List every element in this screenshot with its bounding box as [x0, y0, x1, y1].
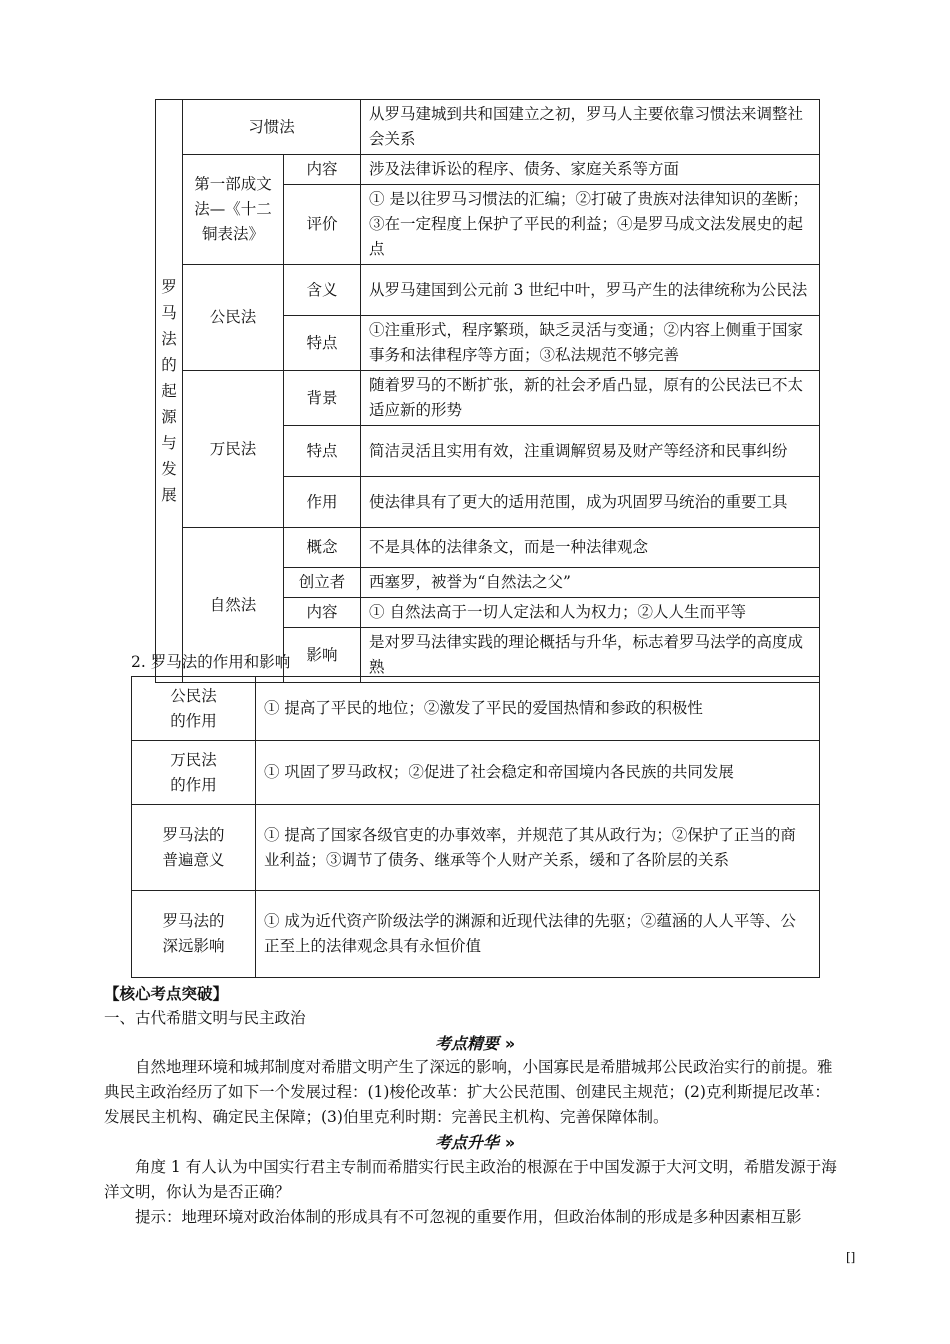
row-text: 使法律具有了更大的适用范围，成为巩固罗马统治的重要工具	[361, 477, 820, 528]
row-label: 含义	[284, 265, 361, 316]
paragraph-1: 自然地理环境和城邦制度对希腊文明产生了深远的影响，小国寡民是希腊城邦公民政治实行的前提。雅典民主政治经历了如下一个发展过程：(1)梭伦改革：扩大公民范围、创建民主规范；(2)克利斯提尼改革：发展民主机构、确定民主保障；(3)伯里克利时期：完善民主机构、完善保障体制。	[104, 1058, 833, 1126]
row-label: 内容	[284, 598, 361, 628]
row-label: 作用	[284, 477, 361, 528]
impact-label: 公民法 的作用	[132, 677, 256, 741]
impact-text: ① 成为近代资产阶级法学的渊源和近现代法律的先驱；②蕴涵的人人平等、公正至上的法律观念具有永恒价值	[256, 891, 820, 978]
row-text: ①注重形式，程序繁琐，缺乏灵活与变通；②内容上侧重于国家事务和法律程序等方面；③私法规范不够完善	[361, 316, 820, 371]
row-text: 简洁灵活且实用有效，注重调解贸易及财产等经济和民事纠纷	[361, 426, 820, 477]
shierbiao-label: 第一部成文法—《十二铜表法》	[183, 155, 284, 265]
row-label: 背景	[284, 371, 361, 426]
row-label: 概念	[284, 528, 361, 568]
section2-title: 2. 罗马法的作用和影响	[131, 653, 291, 671]
row-text: 是对罗马法律实践的理论概括与升华，标志着罗马法学的高度成熟	[361, 628, 820, 683]
roman-law-impact-table	[131, 676, 820, 978]
row-text: 随着罗马的不断扩张，新的社会矛盾凸显，原有的公民法已不太适应新的形势	[361, 371, 820, 426]
heading-kaodian-shenghua: 考点升华 »	[434, 1133, 516, 1152]
side-title: 罗 马 法 的 起 源 与 发 展	[156, 100, 183, 683]
impact-label: 罗马法的 普遍意义	[132, 805, 256, 891]
row-label: 特点	[284, 316, 361, 371]
row-text: 西塞罗，被誉为“自然法之父”	[361, 568, 820, 598]
chevron-right-icon: »	[504, 1034, 516, 1053]
chevron-right-icon: »	[504, 1133, 516, 1152]
impact-label: 罗马法的 深远影响	[132, 891, 256, 978]
row-text: 不是具体的法律条文，而是一种法律观念	[361, 528, 820, 568]
impact-text: ① 巩固了罗马政权；②促进了社会稳定和帝国境内各民族的共同发展	[256, 741, 820, 805]
core-title: 【核心考点突破】	[104, 985, 229, 1003]
ziran-label: 自然法	[183, 528, 284, 683]
row-text: ① 是以往罗马习惯法的汇编；②打破了贵族对法律知识的垄断；③在一定程度上保护了平民的利益；④是罗马成文法发展史的起点	[361, 185, 820, 265]
heading-kaodian-jingyao: 考点精要 »	[434, 1034, 516, 1053]
impact-text: ① 提高了国家各级官吏的办事效率，并规范了其从政行为；②保护了正当的商业利益；③调节了债务、继承等个人财产关系，缓和了各阶层的关系	[256, 805, 820, 891]
row-label: 影响	[284, 628, 361, 683]
page-number: []	[846, 1250, 856, 1264]
paragraph-2: 角度 1 有人认为中国实行君主专制而希腊实行民主政治的根源在于中国发源于大河文明，希腊发源于海洋文明，你认为是否正确？	[104, 1158, 837, 1201]
paragraph-3: 提示：地理环境对政治体制的形成具有不可忽视的重要作用，但政治体制的形成是多种因素相互影	[135, 1208, 802, 1226]
row-label: 内容	[284, 155, 361, 185]
row-text: ① 自然法高于一切人定法和人为权力；②人人生而平等	[361, 598, 820, 628]
roman-law-origin-table	[155, 99, 820, 683]
xiguan-text: 从罗马建城到共和国建立之初，罗马人主要依靠习惯法来调整社会关系	[361, 100, 820, 155]
row-text: 涉及法律诉讼的程序、债务、家庭关系等方面	[361, 155, 820, 185]
wanmin-label: 万民法	[183, 371, 284, 528]
row-label: 评价	[284, 185, 361, 265]
impact-label: 万民法 的作用	[132, 741, 256, 805]
row-text: 从罗马建国到公元前 3 世纪中叶，罗马产生的法律统称为公民法	[361, 265, 820, 316]
row-label: 创立者	[284, 568, 361, 598]
gongmin-label: 公民法	[183, 265, 284, 371]
xiguan-label: 习惯法	[183, 100, 361, 155]
sub-title: 一、古代希腊文明与民主政治	[104, 1009, 306, 1027]
impact-text: ① 提高了平民的地位；②激发了平民的爱国热情和参政的积极性	[256, 677, 820, 741]
row-label: 特点	[284, 426, 361, 477]
